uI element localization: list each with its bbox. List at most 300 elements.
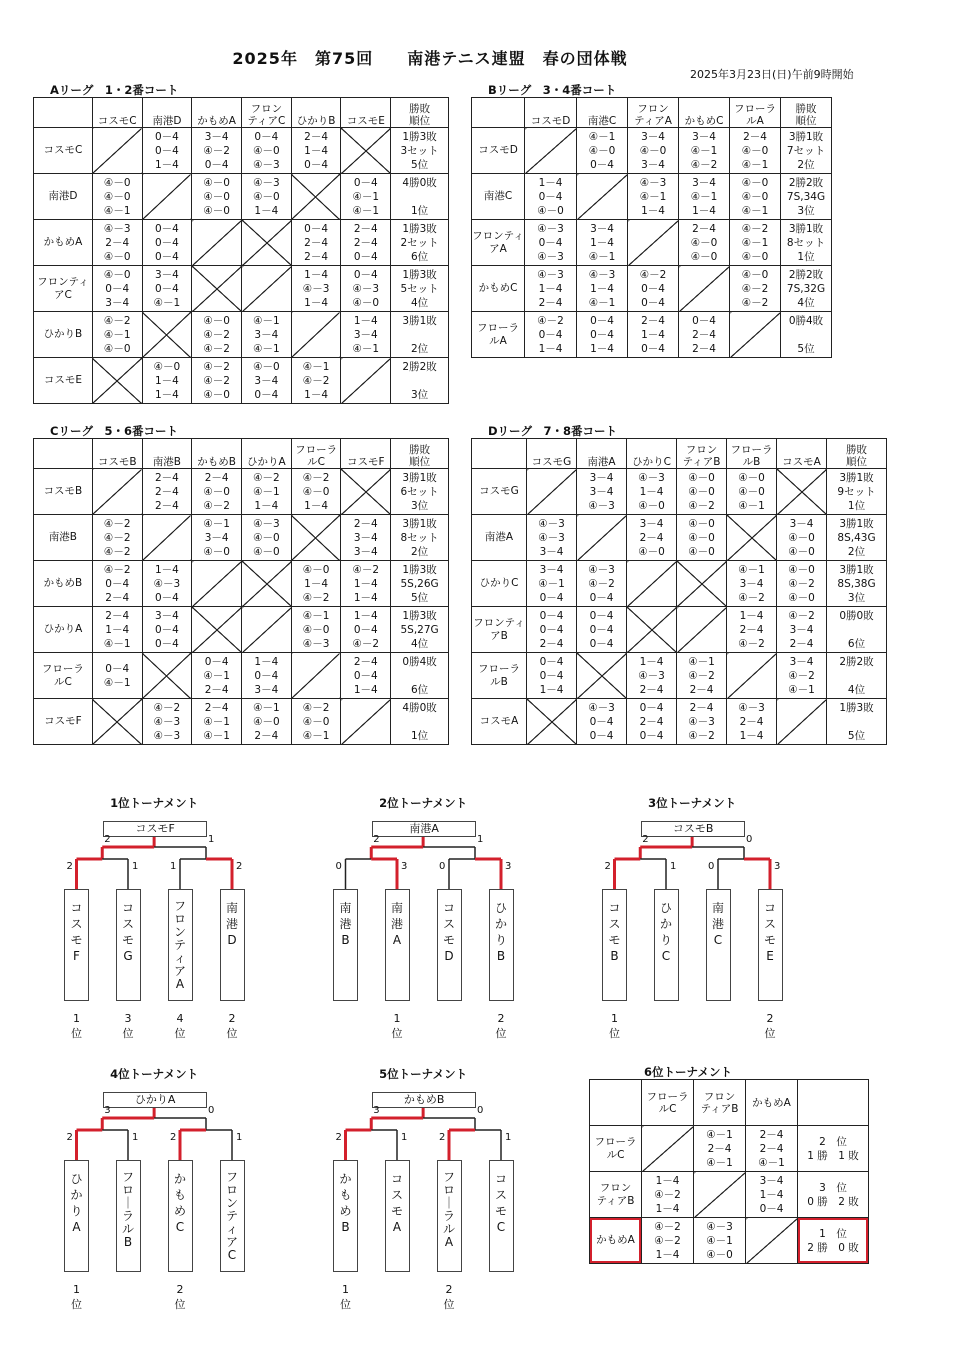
- standing-cell: 3勝1敗 8セット 1位: [781, 220, 832, 266]
- match-score-cell: [192, 607, 242, 653]
- result-header: 勝敗 順位: [391, 98, 449, 128]
- final-rank: 4 位: [174, 1012, 186, 1040]
- start-date: 2025年3月23日(日)午前9時開始: [690, 68, 854, 81]
- standing-cell: 4勝0敗 1位: [391, 174, 449, 220]
- match-score-cell: 0－4 ④－1: [92, 653, 142, 699]
- self-match-cell: [341, 699, 391, 745]
- column-header: かもめA: [192, 98, 242, 128]
- final-rank: 2 位: [443, 1283, 455, 1311]
- table-row: [34, 358, 449, 404]
- tournament-title: 2位トーナメント: [379, 796, 468, 810]
- tournament-title: 4位トーナメント: [110, 1067, 199, 1081]
- row-team-name: フロンティ アA: [472, 220, 525, 266]
- standing-cell: 3 位 0 勝 2 敗: [798, 1172, 869, 1218]
- table-row: [472, 312, 832, 358]
- table-row: [34, 128, 449, 174]
- match-score-cell: 3－4 ④－1 ④－2: [679, 128, 730, 174]
- match-score-cell: ④－3 2－4 ④－0: [92, 220, 142, 266]
- match-score-cell: 2－4 1－4 ④－1: [92, 607, 142, 653]
- match-score-cell: 0－4 2－4 2－4: [291, 220, 341, 266]
- match-score-cell: ④－2 ④－1 1－4: [242, 469, 292, 515]
- row-team-name: 南港A: [472, 515, 527, 561]
- match-score-cell: 0－4 ④－3 ④－0: [341, 266, 391, 312]
- table-row: [590, 1218, 869, 1264]
- standing-cell: 3勝1敗 2位: [391, 312, 449, 358]
- self-match-cell: [341, 358, 391, 404]
- semi-score: 2: [236, 861, 243, 872]
- league-a-table: [33, 97, 449, 404]
- bracket-team: コ ス モ C: [489, 1160, 514, 1272]
- standing-cell: 2勝2敗 4位: [827, 653, 887, 699]
- column-header: 南港B: [142, 439, 192, 469]
- tournament-winner: コスモF: [103, 821, 207, 837]
- table-row: [34, 653, 449, 699]
- league-d-title: Dリーグ 7・8番コート: [488, 424, 618, 438]
- standing-cell: 0勝0敗 6位: [827, 607, 887, 653]
- match-score-cell: ④－2 0－4 2－4: [92, 561, 142, 607]
- standing-cell: 3勝1敗 9セット 1位: [827, 469, 887, 515]
- match-score-cell: ④－1 ④－2 1－4: [291, 358, 341, 404]
- result-header: 勝敗 順位: [391, 439, 449, 469]
- corner-cell: [590, 1080, 642, 1126]
- semi-score: 3: [774, 861, 781, 872]
- final-score-right: 0: [208, 1105, 215, 1116]
- match-score-cell: ④－1 3－4 ④－0: [192, 515, 242, 561]
- match-score-cell: [341, 128, 391, 174]
- bracket-team: コ ス モ G: [116, 889, 141, 1001]
- match-score-cell: ④－2 ④－2 ④－2: [92, 515, 142, 561]
- self-match-cell: [628, 220, 679, 266]
- semi-score: 1: [236, 1132, 243, 1143]
- semi-score: 3: [505, 861, 512, 872]
- self-match-cell: [777, 699, 827, 745]
- bracket-team: フ ロ ｜ ラ ル A: [437, 1160, 462, 1272]
- final-score-right: 0: [746, 834, 753, 845]
- standing-cell: 4勝0敗 1位: [391, 699, 449, 745]
- table-row: [34, 266, 449, 312]
- column-header: 南港D: [142, 98, 192, 128]
- bracket-team: コ ス モ B: [602, 889, 627, 1001]
- row-team-name: コスモB: [34, 469, 93, 515]
- match-score-cell: 3－4 ④－0 ④－0: [777, 515, 827, 561]
- row-team-name: コスモE: [34, 358, 93, 404]
- match-score-cell: [92, 699, 142, 745]
- column-header: ひかりA: [242, 439, 292, 469]
- row-team-name: フロンティ アC: [34, 266, 93, 312]
- final-score-right: 1: [208, 834, 215, 845]
- match-score-cell: ④－3 2－4 1－4: [727, 699, 777, 745]
- result-header: 勝敗 順位: [827, 439, 887, 469]
- corner-cell: [34, 439, 93, 469]
- match-score-cell: ④－3 ④－0 ④－0: [242, 515, 292, 561]
- table-row: [34, 515, 449, 561]
- bracket-team: ひ か り A: [64, 1160, 89, 1272]
- match-score-cell: ④－2 ④－3 ④－3: [142, 699, 192, 745]
- final-rank: 1 位: [71, 1012, 82, 1040]
- column-header: フロン ティアB: [677, 439, 727, 469]
- row-team-name: 南港B: [34, 515, 93, 561]
- semi-score: 0: [335, 861, 342, 872]
- match-score-cell: 2－4 3－4 3－4: [341, 515, 391, 561]
- standing-cell: 1勝3敗 5S,26G 5位: [391, 561, 449, 607]
- table-row: [472, 469, 887, 515]
- match-score-cell: 1－4 0－4 ④－0: [525, 174, 577, 220]
- match-score-cell: 3－4 1－4 ④－1: [577, 220, 628, 266]
- match-score-cell: [341, 469, 391, 515]
- match-score-cell: ④－3 0－4 0－4: [577, 699, 627, 745]
- match-score-cell: ④－0 1－4 1－4: [142, 358, 192, 404]
- self-match-cell: [92, 128, 142, 174]
- semi-score: 1: [132, 861, 139, 872]
- semi-score: 0: [708, 861, 715, 872]
- league-d-table: [471, 438, 887, 745]
- semi-score: 1: [670, 861, 677, 872]
- row-team-name: 南港D: [34, 174, 93, 220]
- final-rank: 2 位: [226, 1012, 238, 1040]
- match-score-cell: 0－4 2－4 2－4: [679, 312, 730, 358]
- match-score-cell: ④－0 0－4 3－4: [92, 266, 142, 312]
- match-score-cell: 3－4 0－4 0－4: [142, 607, 192, 653]
- row-team-name: コスモA: [472, 699, 527, 745]
- match-score-cell: 1－4 0－4 3－4: [242, 653, 292, 699]
- column-header: フローラ ルA: [730, 98, 781, 128]
- bracket-team: 南 港 A: [385, 889, 410, 1001]
- bracket-team: 南 港 B: [333, 889, 358, 1001]
- self-match-cell: [192, 561, 242, 607]
- match-score-cell: 1－4 0－4 ④－2: [341, 607, 391, 653]
- self-match-cell: [242, 266, 292, 312]
- semi-score: 2: [66, 861, 73, 872]
- match-score-cell: ④－1 ④－0 ④－3: [291, 607, 341, 653]
- match-score-cell: 0－4 0－4 1－4: [142, 128, 192, 174]
- match-score-cell: 0－4 0－4 0－4: [577, 607, 627, 653]
- row-team-name: ひかりA: [34, 607, 93, 653]
- table-row: [34, 469, 449, 515]
- match-score-cell: ④－2 3－4 2－4: [777, 607, 827, 653]
- match-score-cell: [92, 358, 142, 404]
- row-team-name: フローラ ルC: [590, 1126, 642, 1172]
- result-header: 勝敗 順位: [781, 98, 832, 128]
- table-row: [472, 220, 832, 266]
- self-match-cell: [577, 174, 628, 220]
- standing-cell: 0勝4敗 5位: [781, 312, 832, 358]
- corner-cell: [34, 98, 93, 128]
- self-match-cell: [746, 1218, 798, 1264]
- table-row: [590, 1126, 869, 1172]
- self-match-cell: [577, 515, 627, 561]
- match-score-cell: [777, 469, 827, 515]
- match-score-cell: 0－4 0－4 1－4: [527, 653, 577, 699]
- match-score-cell: [291, 174, 341, 220]
- match-score-cell: [242, 561, 292, 607]
- match-score-cell: 1－4 ④－3 0－4: [142, 561, 192, 607]
- match-score-cell: 2－4 2－4 ④－1: [746, 1126, 798, 1172]
- match-score-cell: [142, 653, 192, 699]
- tournament-title: 1位トーナメント: [110, 796, 199, 810]
- column-header: コスモA: [777, 439, 827, 469]
- final-score-left: 2: [104, 834, 111, 845]
- match-score-cell: ④－2 ④－1 ④－0: [730, 220, 781, 266]
- semi-score: 1: [401, 1132, 408, 1143]
- table-row: [472, 128, 832, 174]
- match-score-cell: ④－3 ④－1 ④－0: [694, 1218, 746, 1264]
- match-score-cell: ④－1 3－4 ④－1: [242, 312, 292, 358]
- league-c-table: [33, 438, 449, 745]
- semi-score: 0: [439, 861, 446, 872]
- match-score-cell: ④－3 0－4 ④－3: [525, 220, 577, 266]
- bracket-team: か も め B: [333, 1160, 358, 1272]
- final-rank: 3 位: [122, 1012, 134, 1040]
- match-score-cell: ④－1 ④－0 0－4: [577, 128, 628, 174]
- column-header: かもめC: [679, 98, 730, 128]
- match-score-cell: 3－4 2－4 ④－0: [627, 515, 677, 561]
- semi-score: 2: [439, 1132, 446, 1143]
- match-score-cell: 3－4 ④－1 0－4: [527, 561, 577, 607]
- final-rank: 2 位: [174, 1283, 186, 1311]
- final-rank: 1 位: [340, 1283, 351, 1311]
- row-team-name: ひかりC: [472, 561, 527, 607]
- tournament-title: 3位トーナメント: [648, 796, 737, 810]
- league-b-table: [471, 97, 832, 358]
- self-match-cell: [92, 469, 142, 515]
- self-match-cell: [192, 220, 242, 266]
- table-row: [472, 653, 887, 699]
- match-score-cell: ④－0 ④－2 ④－2: [730, 266, 781, 312]
- corner-cell: [472, 98, 525, 128]
- match-score-cell: 3－4 1－4 0－4: [746, 1172, 798, 1218]
- bracket-team: 南 港 D: [220, 889, 245, 1001]
- semi-score: 2: [335, 1132, 342, 1143]
- standing-cell: 3勝1敗 8セット 2位: [391, 515, 449, 561]
- standing-cell: 0勝4敗 6位: [391, 653, 449, 699]
- table-row: [472, 699, 887, 745]
- match-score-cell: [727, 515, 777, 561]
- match-score-cell: 2－4 ④－0 ④－0: [679, 220, 730, 266]
- table-row: [472, 174, 832, 220]
- final-score-right: 1: [477, 834, 484, 845]
- match-score-cell: 1－4 3－4 ④－1: [341, 312, 391, 358]
- standing-cell: 1勝3敗 3セット 5位: [391, 128, 449, 174]
- match-score-cell: [677, 561, 727, 607]
- match-score-cell: ④－3 ④－2 0－4: [577, 561, 627, 607]
- match-score-cell: 3－4 3－4 ④－3: [577, 469, 627, 515]
- row-team-name: コスモC: [34, 128, 93, 174]
- self-match-cell: [677, 607, 727, 653]
- row-team-name: 南港C: [472, 174, 525, 220]
- match-score-cell: 3－4 ④－2 ④－1: [777, 653, 827, 699]
- match-score-cell: ④－2 0－4 1－4: [525, 312, 577, 358]
- table-row: [34, 174, 449, 220]
- match-score-cell: [192, 266, 242, 312]
- self-match-cell: [291, 312, 341, 358]
- match-score-cell: ④－2 ④－2 ④－0: [192, 358, 242, 404]
- self-match-cell: [142, 174, 192, 220]
- self-match-cell: [527, 469, 577, 515]
- bracket-team: コ ス モ E: [758, 889, 783, 1001]
- table-row: [472, 607, 887, 653]
- row-team-name: ひかりB: [34, 312, 93, 358]
- match-score-cell: 2－4 2－4 2－4: [142, 469, 192, 515]
- column-header: フローラ ルC: [291, 439, 341, 469]
- match-score-cell: ④－0 ④－0 ④－0: [677, 515, 727, 561]
- column-header: ひかりB: [291, 98, 341, 128]
- semi-score: 1: [505, 1132, 512, 1143]
- match-score-cell: 2－4 ④－1 ④－1: [192, 699, 242, 745]
- column-header: かもめA: [746, 1080, 798, 1126]
- standing-cell: 2勝2敗 7S,32G 4位: [781, 266, 832, 312]
- final-rank: 2 位: [764, 1012, 776, 1040]
- column-header: 南港C: [577, 98, 628, 128]
- match-score-cell: ④－1 ④－0 2－4: [242, 699, 292, 745]
- bracket-team: フ ロ ｜ ラ ル B: [116, 1160, 141, 1272]
- row-team-name: コスモG: [472, 469, 527, 515]
- match-score-cell: [142, 312, 192, 358]
- table-row: [472, 561, 887, 607]
- standing-cell: 1勝3敗 5S,27G 4位: [391, 607, 449, 653]
- final-rank: 2 位: [495, 1012, 507, 1040]
- final-score-left: 2: [373, 834, 380, 845]
- match-score-cell: 0－4 2－4 0－4: [627, 699, 677, 745]
- row-team-name: フローラ ルA: [472, 312, 525, 358]
- match-score-cell: 0－4 0－4 2－4: [527, 607, 577, 653]
- match-score-cell: ④－3 ④－0 1－4: [242, 174, 292, 220]
- standing-cell: 3勝1敗 8S,38G 3位: [827, 561, 887, 607]
- table-row: [34, 312, 449, 358]
- match-score-cell: [627, 607, 677, 653]
- final-rank: 1 位: [609, 1012, 620, 1040]
- self-match-cell: [730, 312, 781, 358]
- column-header: フロン ティアA: [628, 98, 679, 128]
- match-score-cell: 2－4 1－4 0－4: [291, 128, 341, 174]
- match-score-cell: 1－4 ④－2 1－4: [642, 1172, 694, 1218]
- self-match-cell: [142, 515, 192, 561]
- match-score-cell: ④－0 ④－0 ④－2: [677, 469, 727, 515]
- row-team-name: コスモF: [34, 699, 93, 745]
- self-match-cell: [525, 128, 577, 174]
- final-rank: 1 位: [391, 1012, 403, 1040]
- final-score-left: 2: [642, 834, 649, 845]
- semi-score: 2: [604, 861, 611, 872]
- match-score-cell: ④－3 1－4 2－4: [525, 266, 577, 312]
- table-row: [472, 266, 832, 312]
- row-team-name: かもめC: [472, 266, 525, 312]
- standing-cell: 1 位 2 勝 0 敗: [798, 1218, 869, 1264]
- column-header: コスモG: [527, 439, 577, 469]
- sixth-table: [589, 1079, 869, 1264]
- column-header: かもめB: [192, 439, 242, 469]
- row-team-name: フローラ ルC: [34, 653, 93, 699]
- standing-cell: 2勝2敗 3位: [391, 358, 449, 404]
- match-score-cell: 2－4 2－4 0－4: [341, 220, 391, 266]
- row-team-name: かもめA: [34, 220, 93, 266]
- table-row: [34, 220, 449, 266]
- tournament-winner: コスモB: [641, 821, 745, 837]
- column-header: コスモD: [525, 98, 577, 128]
- final-rank: 1 位: [71, 1283, 82, 1311]
- match-score-cell: 3－4 ④－0 3－4: [628, 128, 679, 174]
- column-header: コスモC: [92, 98, 142, 128]
- match-score-cell: [291, 515, 341, 561]
- match-score-cell: 2－4 1－4 0－4: [628, 312, 679, 358]
- semi-score: 3: [401, 861, 408, 872]
- match-score-cell: ④－2 ④－0 1－4: [291, 469, 341, 515]
- match-score-cell: 2－4 ④－0 ④－2: [192, 469, 242, 515]
- final-score-right: 0: [477, 1105, 484, 1116]
- standing-cell: 1勝3敗 5セット 4位: [391, 266, 449, 312]
- row-team-name: フロンティ アB: [472, 607, 527, 653]
- match-score-cell: 0－4 ④－1 ④－1: [341, 174, 391, 220]
- table-row: [472, 515, 887, 561]
- match-score-cell: ④－3 1－4 ④－0: [627, 469, 677, 515]
- row-team-name: かもめA: [590, 1218, 642, 1264]
- bracket-team: コ ス モ F: [64, 889, 89, 1001]
- match-score-cell: [242, 220, 292, 266]
- row-team-name: フローラ ルB: [472, 653, 527, 699]
- row-team-name: コスモD: [472, 128, 525, 174]
- column-header: コスモE: [341, 98, 391, 128]
- column-header: コスモB: [92, 439, 142, 469]
- bracket-team: 南 港 C: [706, 889, 731, 1001]
- final-score-left: 3: [104, 1105, 111, 1116]
- self-match-cell: [727, 653, 777, 699]
- match-score-cell: ④－0 ④－2 ④－2: [192, 312, 242, 358]
- match-score-cell: 0－4 0－4 1－4: [577, 312, 628, 358]
- match-score-cell: ④－0 ④－0 ④－0: [192, 174, 242, 220]
- match-score-cell: 1－4 ④－3 2－4: [627, 653, 677, 699]
- match-score-cell: ④－0 ④－0 ④－1: [730, 174, 781, 220]
- result-header: [798, 1080, 869, 1126]
- standing-cell: 2勝2敗 7S,34G 3位: [781, 174, 832, 220]
- match-score-cell: [577, 653, 627, 699]
- match-score-cell: 1－4 ④－3 1－4: [291, 266, 341, 312]
- match-score-cell: ④－0 ④－2 ④－0: [777, 561, 827, 607]
- bracket-team: コ ス モ D: [437, 889, 462, 1001]
- column-header: ひかりC: [627, 439, 677, 469]
- table-row: [590, 1172, 869, 1218]
- row-team-name: フロン ティアB: [590, 1172, 642, 1218]
- final-score-left: 3: [373, 1105, 380, 1116]
- standing-cell: 3勝1敗 6セット 3位: [391, 469, 449, 515]
- self-match-cell: [679, 266, 730, 312]
- standing-cell: 3勝1敗 7セット 2位: [781, 128, 832, 174]
- semi-score: 1: [170, 861, 177, 872]
- tournament-winner: かもめB: [372, 1092, 476, 1108]
- corner-cell: [472, 439, 527, 469]
- self-match-cell: [694, 1172, 746, 1218]
- standing-cell: 3勝1敗 8S,43G 2位: [827, 515, 887, 561]
- column-header: フローラ ルC: [642, 1080, 694, 1126]
- match-score-cell: 3－4 0－4 ④－1: [142, 266, 192, 312]
- match-score-cell: 2－4 0－4 1－4: [341, 653, 391, 699]
- standing-cell: 1勝3敗 5位: [827, 699, 887, 745]
- match-score-cell: ④－1 ④－2 2－4: [677, 653, 727, 699]
- match-score-cell: 2－4 ④－0 ④－1: [730, 128, 781, 174]
- match-score-cell: ④－3 ④－1 1－4: [628, 174, 679, 220]
- page-title: 2025年 第75回 南港テニス連盟 春の団体戦: [232, 49, 628, 68]
- self-match-cell: [291, 653, 341, 699]
- standing-cell: 1勝3敗 2セット 6位: [391, 220, 449, 266]
- league-b-title: Bリーグ 3・4番コート: [488, 83, 617, 97]
- table-row: [34, 561, 449, 607]
- bracket-team: ひ か り B: [489, 889, 514, 1001]
- match-score-cell: ④－3 ④－3 3－4: [527, 515, 577, 561]
- match-score-cell: ④－2 1－4 1－4: [341, 561, 391, 607]
- sixth-title: 6位トーナメント: [643, 1065, 733, 1079]
- column-header: フロン ティアB: [694, 1080, 746, 1126]
- match-score-cell: 0－4 ④－0 ④－3: [242, 128, 292, 174]
- bracket-team: コ ス モ A: [385, 1160, 410, 1272]
- league-a-title: Aリーグ 1・2番コート: [50, 83, 179, 97]
